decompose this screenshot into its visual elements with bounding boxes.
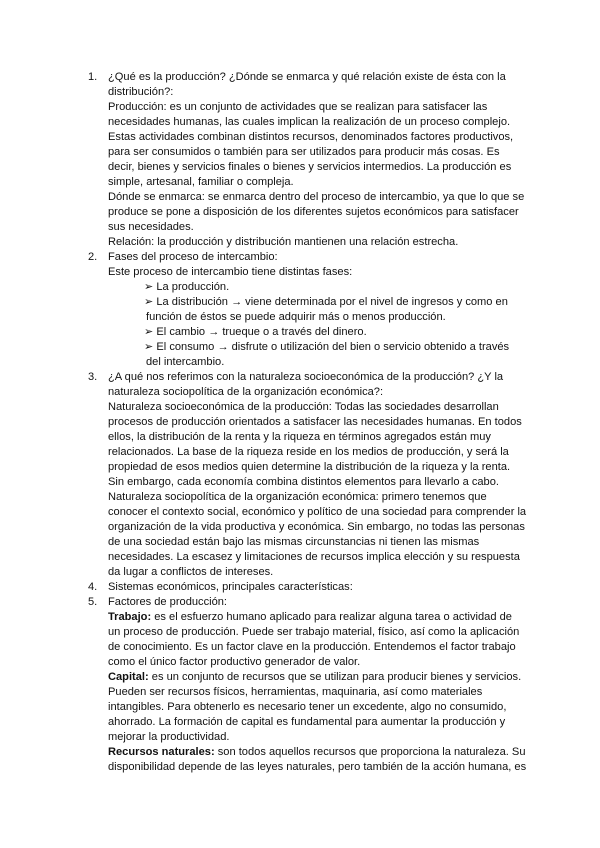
term-label: Trabajo: [108,611,152,623]
item-number: 1. [88,71,98,83]
term-label: Capital: [108,671,149,683]
answer-line: necesidades humanas, las cuales implican la realización de un proceso complejo. [108,116,511,128]
answer-line: sus necesidades. [108,221,194,233]
answer-line: ahorrado. La formación de capital es fundamental para aumentar la producción y [108,716,506,728]
bullet-line: ➢ La producción. [144,281,230,293]
definition-text: son todos aquellos recursos que proporciona la naturaleza. Su [214,746,526,758]
bullet-line: ➢ El cambio → trueque o a través del dinero. [144,326,367,338]
answer-line: simple, artesanal, familiar o compleja. [108,176,294,188]
answer-line: Producción: es un conjunto de actividades que se realizan para satisfacer las [108,101,488,113]
question-3-line: naturaleza sociopolítica de la organización económica?: [108,386,384,398]
bullet-line: ➢ El consumo → disfrute o utilización del bien o servicio obtenido a través [144,341,510,353]
answer-line: mejorar la productividad. [108,731,230,743]
definition-text: es el esfuerzo humano aplicado para realizar alguna tarea o actividad de [151,611,512,623]
answer-line: da lugar a conflictos de intereses. [108,566,274,578]
item-number: 2. [88,251,98,263]
answer-line: Relación: la producción y distribución mantienen una relación estrecha. [108,236,459,248]
answer-line: Sin embargo, cada economía combina distintos elementos para llevarlo a cabo. [108,476,499,488]
item-number: 5. [88,596,98,608]
answer-line: Naturaleza sociopolítica de la organización económica: primero tenemos que [108,491,487,503]
answer-line: intangibles. Para obtenerlo es necesario tener un excedente, algo no consumido, [108,701,507,713]
question-2-line: Fases del proceso de intercambio: [108,251,278,263]
answer-line: decir, bienes y servicios finales o bienes y servicios intermedios. La producción es [108,161,512,173]
answer-line: propiedad de esos medios quien determine la distribución de la riqueza y la renta. [108,461,511,473]
answer-line: disponibilidad depende de las leyes naturales, pero también de la acción humana, es [108,761,527,773]
answer-line: ellos, la distribución de la renta y la riqueza en términos agregados están muy [108,431,491,443]
item-number: 3. [88,371,98,383]
answer-line: como el único factor productivo generador de valor. [108,656,361,668]
answer-line: para ser consumidos o también para ser utilizados para producir más cosas. Es [108,146,500,158]
question-1-line: distribución?: [108,86,174,98]
trabajo-paragraph [108,610,512,625]
question-4-line: Sistemas económicos, principales características: [108,581,353,593]
bullet-line: del intercambio. [146,356,225,368]
answer-line: relacionados. La base de la riqueza reside en los medios de producción, y será la [108,446,509,458]
answer-line: de una sociedad están bajo las mismas circunstancias ni tienen las mismas [108,536,480,548]
recursos-paragraph [108,745,526,760]
answer-line: Estas actividades combinan distintos recursos, denominados factores productivos, [108,131,514,143]
answer-line: organización de la vida productiva y económica. Sin embargo, no todas las personas [108,521,525,533]
question-5-title: Factores de producción: [108,596,228,608]
term-label: Recursos naturales: [108,746,215,758]
answer-line: Este proceso de intercambio tiene distintas fases: [108,266,353,278]
answer-line: conocer el contexto social, económico y político de una sociedad para comprender la [108,506,527,518]
answer-line: procesos de producción orientados a satisfacer las necesidades humanas. En todos [108,416,522,428]
question-1-line: ¿Qué es la producción? ¿Dónde se enmarca y qué relación existe de ésta con la [108,71,506,83]
item-number: 4. [88,581,98,593]
definition-text: es un conjunto de recursos que se utilizan para producir bienes y servicios. [148,671,522,683]
answer-line: Pueden ser recursos físicos, herramientas, maquinaria, así como materiales [108,686,483,698]
answer-line: Dónde se enmarca: se enmarca dentro del proceso de intercambio, ya que lo que se [108,191,525,203]
answer-line: necesidades. La escasez y limitaciones de recursos implica elección y su respuesta [108,551,520,563]
answer-line: un proceso de producción. Puede ser trabajo material, físico, así como la aplicación [108,626,520,638]
bullet-line: ➢ La distribución → viene determinada por el nivel de ingresos y como en [144,296,508,308]
bullet-line: función de éstos se puede adquirir más o menos producción. [146,311,446,323]
answer-line: de conocimiento. Es un factor clave en la producción. Entendemos el factor trabajo [108,641,516,653]
answer-line: Naturaleza socioeconómica de la producción: Todas las sociedades desarrollan [108,401,499,413]
capital-paragraph [108,670,521,685]
question-3-line: ¿A qué nos referimos con la naturaleza socioeconómica de la producción? ¿Y la [108,371,504,383]
answer-line: produce se pone a disposición de los diferentes sujetos económicos para satisfacer [108,206,519,218]
